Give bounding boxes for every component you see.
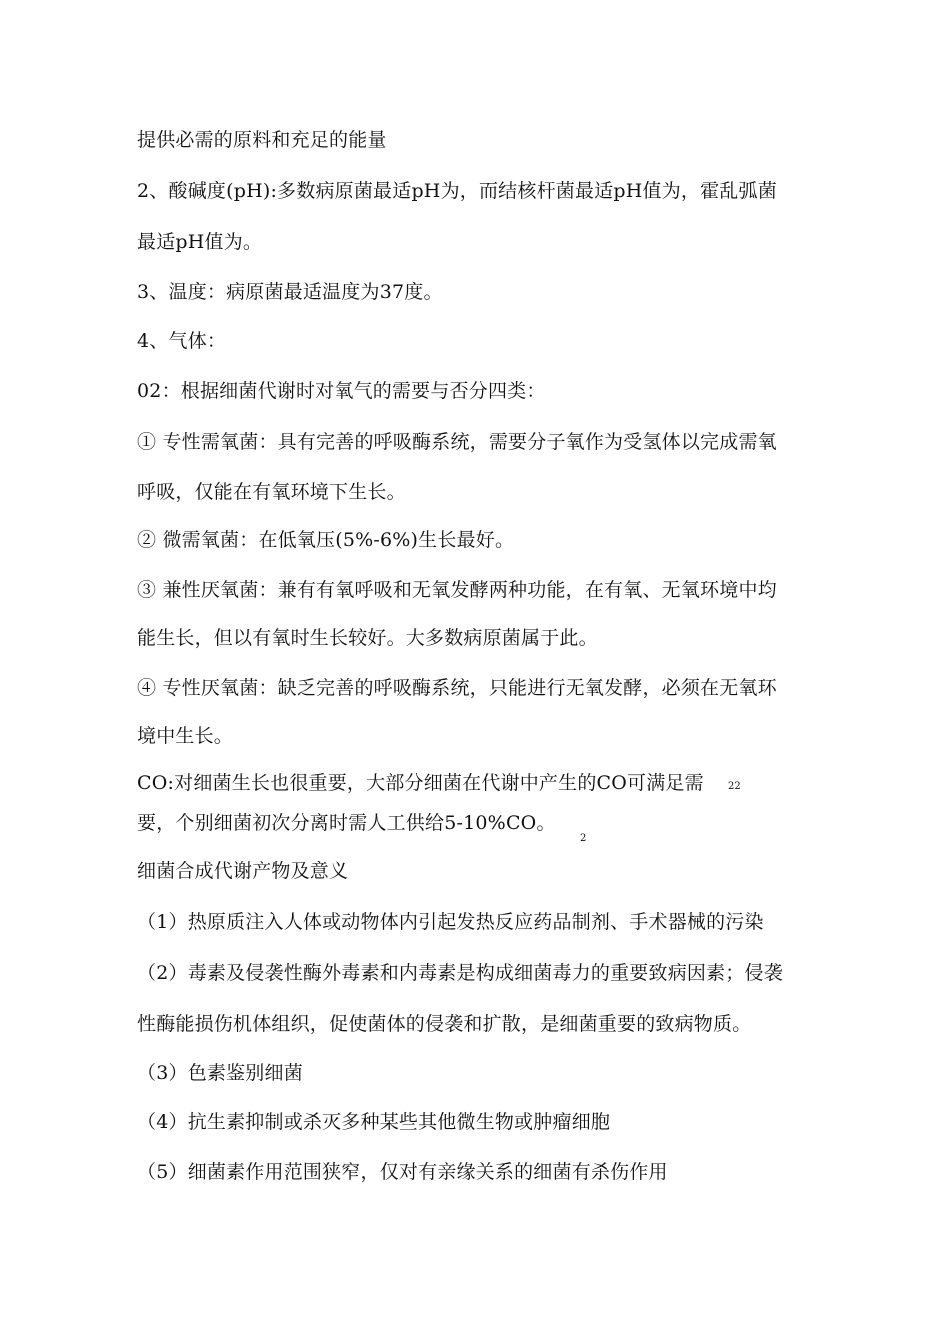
text-line-22: （5）细菌素作用范围狭窄，仅对有亲缘关系的细菌有杀伤作用 <box>137 1161 668 1183</box>
text-line-3: 最适pH值为。 <box>137 231 263 253</box>
text-line-10: ③ 兼性厌氧菌：兼有有氧呼吸和无氧发酵两种功能，在有氧、无氧环境中均 <box>137 579 777 601</box>
text-line-8: 呼吸，仅能在有氧环境下生长。 <box>137 481 406 503</box>
text-line-16: 细菌合成代谢产物及意义 <box>137 860 349 882</box>
text-line-17: （1）热原质注入人体或动物体内引起发热反应药品制剂、手术器械的污染 <box>137 911 764 933</box>
text-line-12: ④ 专性厌氧菌：缺乏完善的呼吸酶系统，只能进行无氧发酵，必须在无氧环 <box>137 677 777 699</box>
text-line-1: 提供必需的原料和充足的能量 <box>137 129 387 151</box>
text-line-7: ① 专性需氧菌：具有完善的呼吸酶系统，需要分子氧作为受氢体以完成需氧 <box>137 431 777 453</box>
text-line-6: 02：根据细菌代谢时对氧气的需要与否分四类： <box>137 380 546 402</box>
text-line-14: CO:对细菌生长也很重要，大部分细菌在代谢中产生的CO可满足需 <box>137 772 704 794</box>
text-line-21: （4）抗生素抑制或杀灭多种某些其他微生物或肿瘤细胞 <box>137 1111 611 1133</box>
text-line-18: （2）毒素及侵袭性酶外毒素和内毒素是构成细菌毒力的重要致病因素；侵袭 <box>137 962 783 984</box>
text-line-2: 2、酸碱度(pH):多数病原菌最适pH为，而结核杆菌最适pH值为，霍乱弧菌 <box>137 180 777 202</box>
text-line-20: （3）色素鉴别细菌 <box>137 1062 303 1084</box>
text-line-5: 4、气体： <box>137 330 227 352</box>
text-line-4: 3、温度：病原菌最适温度为37度。 <box>137 281 443 303</box>
text-line-15: 要，个别细菌初次分离时需人工供给5-10%CO。 <box>137 812 556 834</box>
text-line-19: 性酶能损伤机体组织，促使菌体的侵袭和扩散，是细菌重要的致病物质。 <box>137 1013 752 1035</box>
text-line-9: ② 微需氧菌：在低氧压(5%-6%)生长最好。 <box>137 529 515 551</box>
subscript-2: 2 <box>580 833 587 844</box>
text-line-11: 能生长，但以有氧时生长较好。大多数病原菌属于此。 <box>137 627 598 649</box>
text-line-13: 境中生长。 <box>137 725 234 747</box>
subscript-22: 22 <box>728 781 741 792</box>
